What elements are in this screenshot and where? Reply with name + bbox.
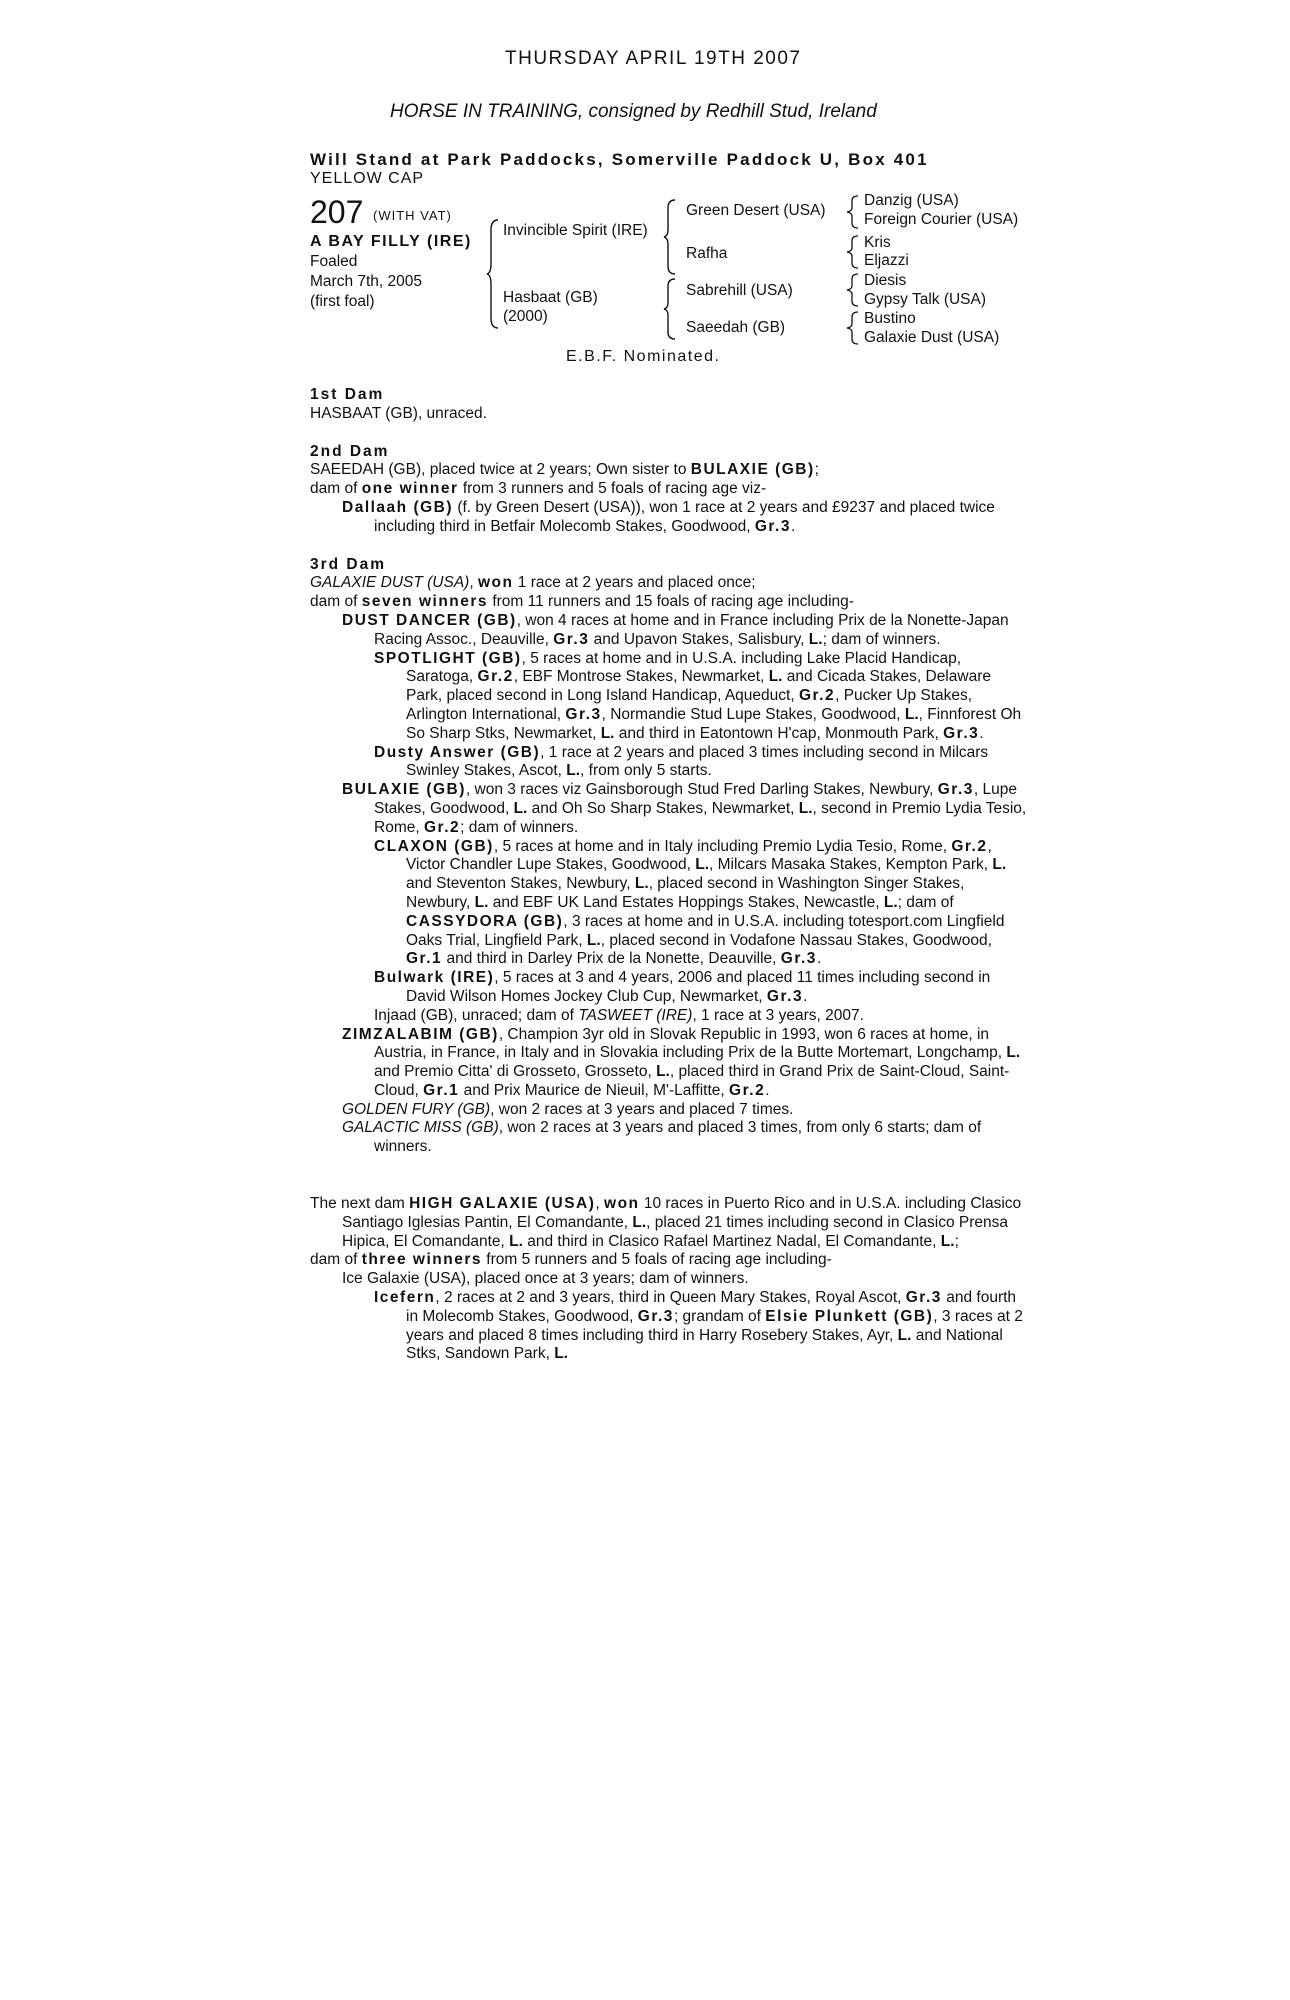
stand-location: Will Stand at Park Paddocks, Somerville Paddock U, Box 401 [310,150,929,169]
produce-entry: BULAXIE (GB), won 3 races viz Gainsborough Stud Fred Darling Stakes, Newbury, Gr.3, Lupe Stakes, Goodwood, L. and Oh So Sharp Stakes, Newmarket, L., second in Premio Lydia Tesio, Rome, Gr.2; dam of winners. [342,781,1027,836]
sale-date: THURSDAY APRIL 19TH 2007 [505,48,802,69]
produce-entry: Bulwark (IRE), 5 races at 3 and 4 years, 2006 and placed 11 times including second in David Wilson Homes Jockey Club Cup, Newmarket, Gr.3. [374,969,991,1005]
produce-entry: Ice Galaxie (USA), placed once at 3 years; dam of winners. [342,1270,749,1288]
lot-number: 207 [310,194,364,230]
sire-sire-name: Green Desert (USA) [686,202,826,219]
ebf-note: E.B.F. Nominated. [566,348,721,365]
sire-name: Invincible Spirit (IRE) [503,222,648,239]
produce-entry: Injaad (GB), unraced; dam of TASWEET (IRE), 1 race at 3 years, 2007. [374,1006,864,1024]
cap-colour: YELLOW CAP [310,170,425,187]
consignor-line: HORSE IN TRAINING, consigned by Redhill Stud, Ireland [390,101,877,122]
next-dam-produce: dam of three winners from 5 runners and 5 foals of racing age including- [310,1251,832,1269]
granddam-4: Galaxie Dust (USA) [864,329,1000,346]
pedigree-brace-dam [663,277,677,341]
third-dam-text: GALAXIE DUST (USA), won 1 race at 2 years and placed once; [310,574,756,592]
catalogue-body [310,386,1030,1364]
granddam-2: Eljazzi [864,252,909,269]
foaling-info [310,252,422,312]
produce-entry: DUST DANCER (GB), won 4 races at home and in France including Prix de la Nonette-Japan Racing Assoc., Deauville, Gr.3 and Upavon Stakes, Salisbury, L.; dam of winners. [342,611,1009,648]
pedigree-brace-main [486,218,500,330]
grandsire-1: Danzig (USA) [864,192,959,209]
first-dam-title: 1st Dam [310,386,385,403]
pedigree-brace-g3 [846,272,860,308]
produce-entry: CLAXON (GB), 5 races at home and in Italy including Premio Lydia Tesio, Rome, Gr.2, Victor Chandler Lupe Stakes, Goodwood, L., Milcars Masaka Stakes, Kempton Park, L. and Steventon Stakes, Newbury, L., placed second in Washington Singer Stakes, Newbury, L. and EBF UK Land Estates Hoppings Stakes, Newcastle, L.; dam of CASSYDORA (GB), 3 races at home and in U.S.A. including totesport.com Lingfield Oaks Trial, Lingfield Park, L., placed second in Vodafone Nassau Stakes, Goodwood, Gr.1 and third in Darley Prix de la Nonette, Deauville, Gr.3. [374,837,1007,968]
foal-note: (first foal) [310,293,375,310]
pedigree-brace-g4 [846,310,860,346]
granddam-1: Foreign Courier (USA) [864,211,1019,228]
third-dam-produce: dam of seven winners from 11 runners and 15 foals of racing age including- [310,593,854,611]
horse-description: A BAY FILLY (IRE) [310,233,472,250]
second-dam-title: 2nd Dam [310,442,390,460]
pedigree-brace-g1 [846,194,860,230]
produce-entry: SPOTLIGHT (GB), 5 races at home and in U.S.A. including Lake Placid Handicap, Saratoga, Gr.2, EBF Montrose Stakes, Newmarket, L. and Cicada Stakes, Delaware Park, placed second in Long Island Handicap, Aqueduct, Gr.2, Pucker Up Stakes, Arlington International, Gr.3, Normandie Stud Lupe Stakes, Goodwood, L., Finnforest Oh So Sharp Stks, Newmarket, L. and third in Eatontown H'cap, Monmouth Park, Gr.3. [374,649,1022,742]
produce-entry: GALACTIC MISS (GB), won 2 races at 3 years and placed 3 times, from only 6 starts; dam of winners. [342,1119,982,1156]
sire-dam-name: Rafha [686,245,728,262]
produce-entry: GOLDEN FURY (GB), won 2 races at 3 years and placed 7 times. [342,1100,794,1118]
dam-dam-name: Saeedah (GB) [686,319,786,336]
produce-entry: Dusty Answer (GB), 1 race at 2 years and placed 3 times including second in Milcars Swinley Stakes, Ascot, L., from only 5 starts. [374,743,989,780]
foaled-label: Foaled [310,253,358,270]
grandsire-3: Diesis [864,272,907,289]
second-dam-text: SAEEDAH (GB), placed twice at 2 years; Own sister to BULAXIE (GB); [310,461,819,479]
granddam-3: Gypsy Talk (USA) [864,291,987,308]
second-dam-produce: dam of one winner from 3 runners and 5 foals of racing age viz- [310,480,767,498]
dam-year: (2000) [503,308,548,325]
produce-entry: Icefern, 2 races at 2 and 3 years, third in Queen Mary Stakes, Royal Ascot, Gr.3 and fourth in Molecomb Stakes, Goodwood, Gr.3; grandam of Elsie Plunkett (GB), 3 races at 2 years and placed 8 times including third in Harry Rosebery Stakes, Ayr, L. and National Stks, Sandown Park, L. [374,1289,1023,1363]
vat-note: (WITH VAT) [373,208,452,223]
next-dam-text: The next dam HIGH GALAXIE (USA), won 10 races in Puerto Rico and in U.S.A. including Clasico Santiago Iglesias Pantin, El Comandante, L., placed 21 times including second in Clasico Prensa Hipica, El Comandante, L. and third in Clasico Rafael Martinez Nadal, El Comandante, L.; [310,1195,1022,1250]
produce-entry: ZIMZALABIM (GB), Champion 3yr old in Slovak Republic in 1993, won 6 races at home, in Austria, in France, in Italy and in Slovakia including Prix de la Butte Mortemart, Longchamp, L. and Premio Citta' di Grosseto, Grosseto, L., placed third in Grand Prix de Saint-Cloud, Saint-Cloud, Gr.1 and Prix Maurice de Nieuil, M'-Laffitte, Gr.2. [342,1025,1021,1099]
dam-name: Hasbaat (GB) [503,289,598,306]
pedigree-brace-g2 [846,234,860,270]
produce-entry: Dallaah (GB) (f. by Green Desert (USA)), won 1 race at 2 years and £9237 and placed twice including third in Betfair Molecomb Stakes, Goodwood, Gr.3. [342,498,995,535]
first-dam-text: HASBAAT (GB), unraced. [310,404,487,422]
dam-sire-name: Sabrehill (USA) [686,282,793,299]
grandsire-2: Kris [864,234,891,251]
foaled-date: March 7th, 2005 [310,273,423,290]
grandsire-4: Bustino [864,310,916,327]
third-dam-title: 3rd Dam [310,555,387,573]
pedigree-brace-sire [663,198,677,276]
